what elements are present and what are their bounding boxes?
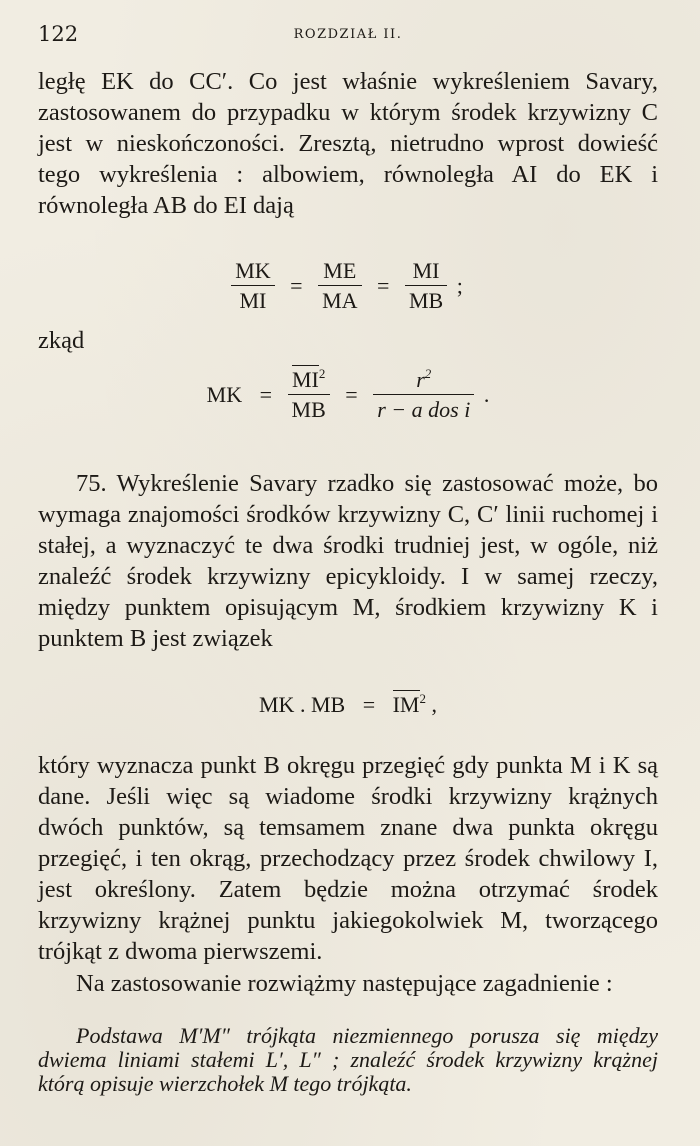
eq2-f2-den: r − a dos i [377, 397, 471, 422]
paragraph-1-text: ległę EK do CC′. Co jest właśnie wykreśleniem Savary, zastosowanem do przypadku w którym środek krzywizny C jest w nieskończoności. Zresztą, nietrudno wprost dowieść tego wykreślenia : albowiem, równoległa AI do EK i równoległa AB do EI dają [38, 68, 658, 219]
page-number: 122 [38, 22, 79, 46]
paragraph-3-text: który wyznacza punkt B okręgu przegięć gdy punkta M i K są dane. Jeśli więc są wiadome środki krzywizny krążnych dwóch punktów, są temsamem znane dwa punkta okręgu przegięć, i ten okrąg, przechodzący przez środek chwilowy I, jest określony. Zatem będzie można otrzymać środek krzywizny krążnej punktu jakiegokolwiek M, tworzącego trójkąt z dwoma pierwszemi. [38, 752, 658, 965]
paragraph-4 [38, 968, 658, 999]
eq2-f1-exp: 2 [318, 366, 326, 381]
paragraph-1 [38, 66, 658, 221]
eq3-rhs-exp: 2 [419, 691, 426, 707]
equation-1 [38, 258, 658, 314]
paragraph-2-text: 75. Wykreślenie Savary rzadko się zastosować może, bo wymaga znajomości środków krzywizny C, C′ linii ruchomej i stałej, a wyznaczyć te dwa środki trudniej jest, w ogóle, niż znaleźć środek krzywizny epicykloidy. I w samej rzeczy, między punktem opisującym M, środkiem krzywizny K i punktem B jest związek [38, 470, 658, 652]
eq2-f2-num-wrap [373, 366, 474, 395]
eq1-fraction-3 [405, 258, 447, 314]
eq2-fraction-2 [373, 366, 474, 423]
eq1-fraction-2 [318, 258, 361, 314]
equals-sign: = [377, 273, 390, 298]
eq1-fraction-1 [231, 258, 274, 314]
paragraph-3 [38, 750, 658, 967]
eq1-f1-den: MI [239, 288, 267, 313]
problem-statement-text: Podstawa M′M″ trójkąta niezmiennego porusza się między dwiema liniami stałemi L′, L″ ; znaleźć środek krzywizny krążnej którą opisuje wierzchołek M tego trójkąta. [38, 1023, 658, 1096]
eq2-trail: . [483, 381, 490, 407]
eq2-f1-num-wrap [288, 366, 330, 395]
eq3-rhs: IM [392, 692, 420, 718]
eq3-lhs: MK . MB [259, 691, 346, 717]
equals-sign: = [345, 381, 358, 407]
paragraph-4-text: Na zastosowanie rozwiążmy następujące zagadnienie : [76, 970, 613, 997]
eq2-lhs: MK [206, 381, 243, 407]
equals-sign: = [362, 691, 376, 717]
eq2-f1-den: MB [291, 397, 326, 422]
eq2-f2-exp: 2 [424, 366, 432, 381]
eq2-fraction-1 [288, 366, 330, 423]
problem-statement [38, 1024, 658, 1096]
equals-sign: = [290, 273, 303, 298]
zkad-word: zkąd [38, 327, 85, 354]
eq1-f1-num: MK [231, 258, 274, 286]
paragraph-2 [38, 468, 658, 654]
equals-sign: = [259, 381, 273, 407]
eq1-trail: ; [456, 273, 463, 298]
eq1-f3-num: MI [405, 258, 447, 286]
page-header [38, 22, 658, 52]
eq2-f2-num: r [416, 367, 425, 392]
eq3-trail: , [431, 691, 437, 717]
eq1-f2-num: ME [318, 258, 361, 286]
equation-2 [38, 366, 658, 423]
eq1-f3-den: MB [408, 288, 444, 313]
eq2-f1-num: MI [291, 367, 319, 392]
eq3-rhs-wrap [393, 691, 426, 718]
running-head: ROZDZIAŁ II. [293, 27, 403, 42]
eq1-f2-den: MA [322, 288, 358, 313]
equation-3 [38, 690, 658, 718]
